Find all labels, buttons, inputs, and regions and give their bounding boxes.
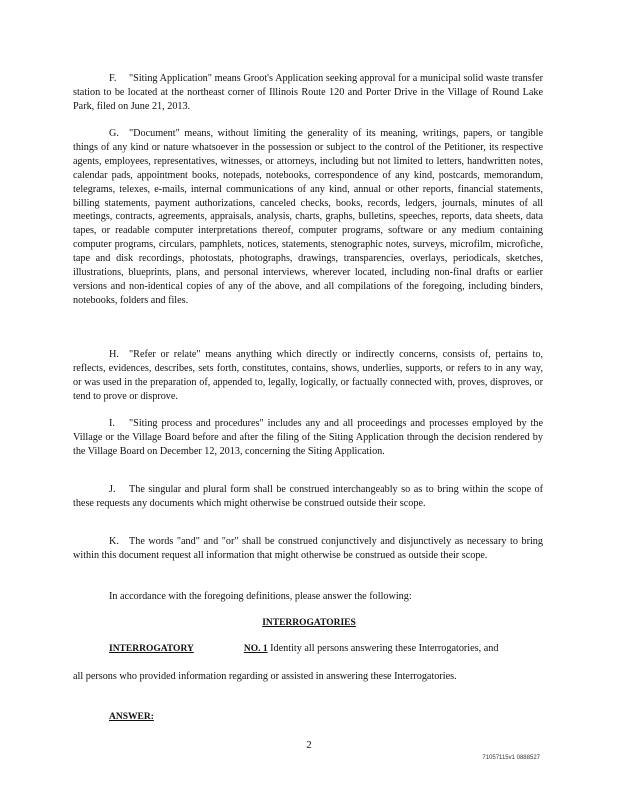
definition-text: The words "and" and "or" shall be construed conjunctively and disjunctively as necessary to bring within this document request all information that might otherwise be construed as outside their scope.: [73, 536, 543, 561]
definition-label: K.: [109, 536, 119, 547]
document-id: 71057115v1 0888527: [482, 755, 540, 761]
definition-label: J.: [109, 484, 116, 495]
interrogatory-text-line2: all persons who provided information regarding or assisted in answering these Interrogatories.: [73, 671, 457, 682]
definition-label: G.: [109, 128, 119, 139]
definition-i: [73, 417, 543, 459]
definition-h: [73, 348, 543, 404]
interrogatory-label: INTERROGATORY: [109, 644, 194, 654]
definition-label: I.: [109, 418, 115, 429]
answer-label: ANSWER:: [109, 712, 154, 722]
definition-label: F.: [109, 73, 117, 84]
definition-text: The singular and plural form shall be construed interchangeably so as to bring within the scope of these requests any documents which might otherwise be construed outside their scope.: [73, 484, 543, 509]
definition-text: "Refer or relate" means anything which directly or indirectly concerns, consists of, pertains to, reflects, evidences, describes, sets forth, constitutes, contains, shows, underlies, supports, or refers to in any way, or was used in the preparation of, appended to, legally, logically, or factually connected with, proves, disproves, or tend to prove or disprove.: [73, 349, 543, 402]
definition-f: [73, 72, 543, 114]
definition-j: [73, 483, 543, 511]
definition-text: "Siting process and procedures" includes any and all proceedings and processes employed by the Village or the Village Board before and after the filing of the Siting Application through the decision rendered by the Village Board on December 12, 2013, concerning the Siting Application.: [73, 418, 543, 457]
page-number: 2: [306, 739, 312, 751]
interrogatories-heading: INTERROGATORIES: [262, 618, 356, 628]
definition-text: "Document" means, without limiting the generality of its meaning, writings, papers, or tangible things of any kind or nature whatsoever in the possession or subject to the control of the Petitioner, its respective agents, employees, representatives, witnesses, or attorneys, including but not limited to letters, handwritten notes, calendar pads, appointment books, notepads, notebooks, correspondence of any kind, postcards, memorandum, telegrams, telexes, e-mails, internal communications of any kind, annual or other reports, financial statements, billing statements, payment authorizations, canceled checks, books, records, ledgers, journals, minutes of all meetings, contracts, agreements, appraisals, analysis, charts, graphs, bulletins, speeches, reports, data sheets, data tapes, or readable computer interpretations thereof, computer programs, software or any medium containing computer programs, circulars, pamphlets, notices, statements, stenographic notes, surveys, microfilm, microfiche, tape and disk recordings, photostats, photographs, drawings, transparencies, overlays, periodicals, sketches, illustrations, blueprints, plans, and personal interviews, wherever located, including non-final drafts or earlier versions and non-identical copies of any of the above, and all compilations of the foregoing, including binders, notebooks, folders and files.: [73, 128, 543, 306]
intro-text: In accordance with the foregoing definitions, please answer the following:: [109, 591, 412, 602]
definition-text: "Siting Application" means Groot's Application seeking approval for a municipal solid waste transfer station to be located at the northeast corner of Illinois Route 120 and Porter Drive in the Village of Round Lake Park, filed on June 21, 2013.: [73, 73, 543, 112]
definition-k: [73, 535, 543, 563]
definition-g: [73, 127, 543, 308]
interrogatory-1: [109, 643, 549, 654]
interrogatory-text-line1: Identity all persons answering these Interrogatories, and: [270, 643, 499, 654]
definition-label: H.: [109, 349, 119, 360]
interrogatory-number: NO. 1: [243, 644, 268, 654]
